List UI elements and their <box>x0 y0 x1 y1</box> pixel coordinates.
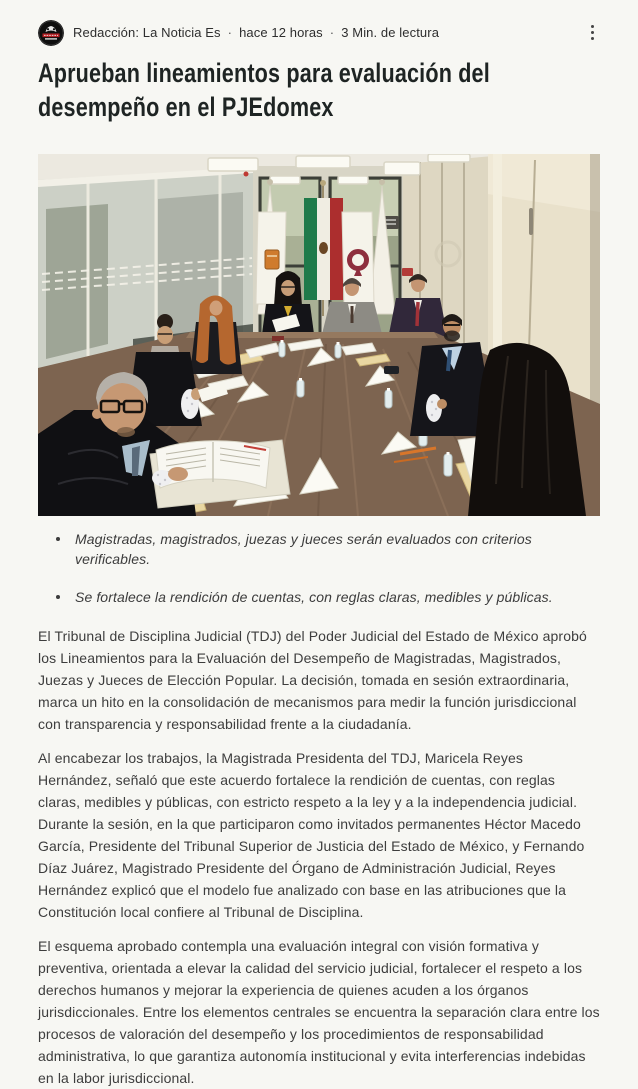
article-title: Aprueban lineamientos para evaluación del desempeño en el PJEdomex <box>38 58 490 122</box>
bullet-text: Se fortalece la rendición de cuentas, con reglas claras, medibles y públicas. <box>75 589 553 605</box>
paragraph: Al encabezar los trabajos, la Magistrada Presidenta del TDJ, Maricela Reyes Hernández, señaló que este acuerdo fortalece la rendición de cuentas, con reglas claras, medibles y públicas, con estricto respeto a la ley y a la independencia judicial. Durante la sesión, en la que participaron como invitados permanentes Héctor Macedo García, Presidente del Tribunal Superior de Justicia del Estado de México, y Fernando Díaz Juárez, Magistrado Presidente del Órgano de Administración Judicial, Reyes Hernández explicó que el modelo fue analizado con base en las atribuciones que la Constitución local confiere al Tribunal de Disciplina. <box>38 750 585 920</box>
list-item <box>38 529 600 569</box>
author-avatar[interactable] <box>38 20 64 46</box>
article-body <box>38 625 600 1089</box>
author-name[interactable]: Redacción: La Noticia Es <box>73 25 221 40</box>
mexican-flag <box>304 198 343 300</box>
phone <box>384 366 399 374</box>
byline-meta <box>73 25 439 40</box>
article-photo[interactable] <box>38 154 600 516</box>
la-noticia-es-logo-icon <box>38 20 64 46</box>
more-options-button[interactable] <box>585 21 600 44</box>
meta-separator: · <box>227 25 233 40</box>
door-handle <box>529 208 533 235</box>
meta-separator: · <box>329 25 335 40</box>
published-time: hace 12 horas <box>239 25 323 40</box>
bullet-dot <box>56 537 60 541</box>
paragraph: El esquema aprobado contempla una evaluación integral con visión formativa y preventiva, orientada a elevar la calidad del servicio judicial, fortalecer el respeto a los derechos humanos y mejorar la experiencia de quienes acuden a los órganos jurisdiccionales. Entre los elementos centrales se encuentra la separación clara entre los procesos de valoración del desempeño y los procedimientos de responsabilidad administrativa, lo que garantiza autonomía institucional y evita interferencias indebidas en la labor jurisdiccional. <box>38 938 600 1086</box>
hand <box>168 467 188 481</box>
key-points-list <box>38 529 600 607</box>
kebab-menu-icon <box>591 25 594 40</box>
article-page <box>0 19 638 1089</box>
tdj-session-photo <box>38 154 600 516</box>
paragraph: El Tribunal de Disciplina Judicial (TDJ) del Poder Judicial del Estado de México aprobó los Lineamientos para la Evaluación del Desempeño de Magistradas, Magistrados, Juezas y Jueces de Elección Popular. La decisión, tomada en sesión extraordinaria, marca un hito en la consolidación de mecanismos para medir la función jurisdiccional con transparencia y responsabilidad frente a la ciudadanía. <box>38 628 587 732</box>
bullet-text: Magistradas, magistrados, juezas y jueces serán evaluados con criterios verificables. <box>75 531 532 567</box>
byline <box>38 19 600 46</box>
title-block <box>38 56 600 126</box>
read-time: 3 Min. de lectura <box>341 25 440 40</box>
red-corridor-sign <box>402 268 413 276</box>
fire-alarm <box>244 172 249 177</box>
list-item <box>38 587 600 607</box>
bullet-dot <box>56 595 60 599</box>
